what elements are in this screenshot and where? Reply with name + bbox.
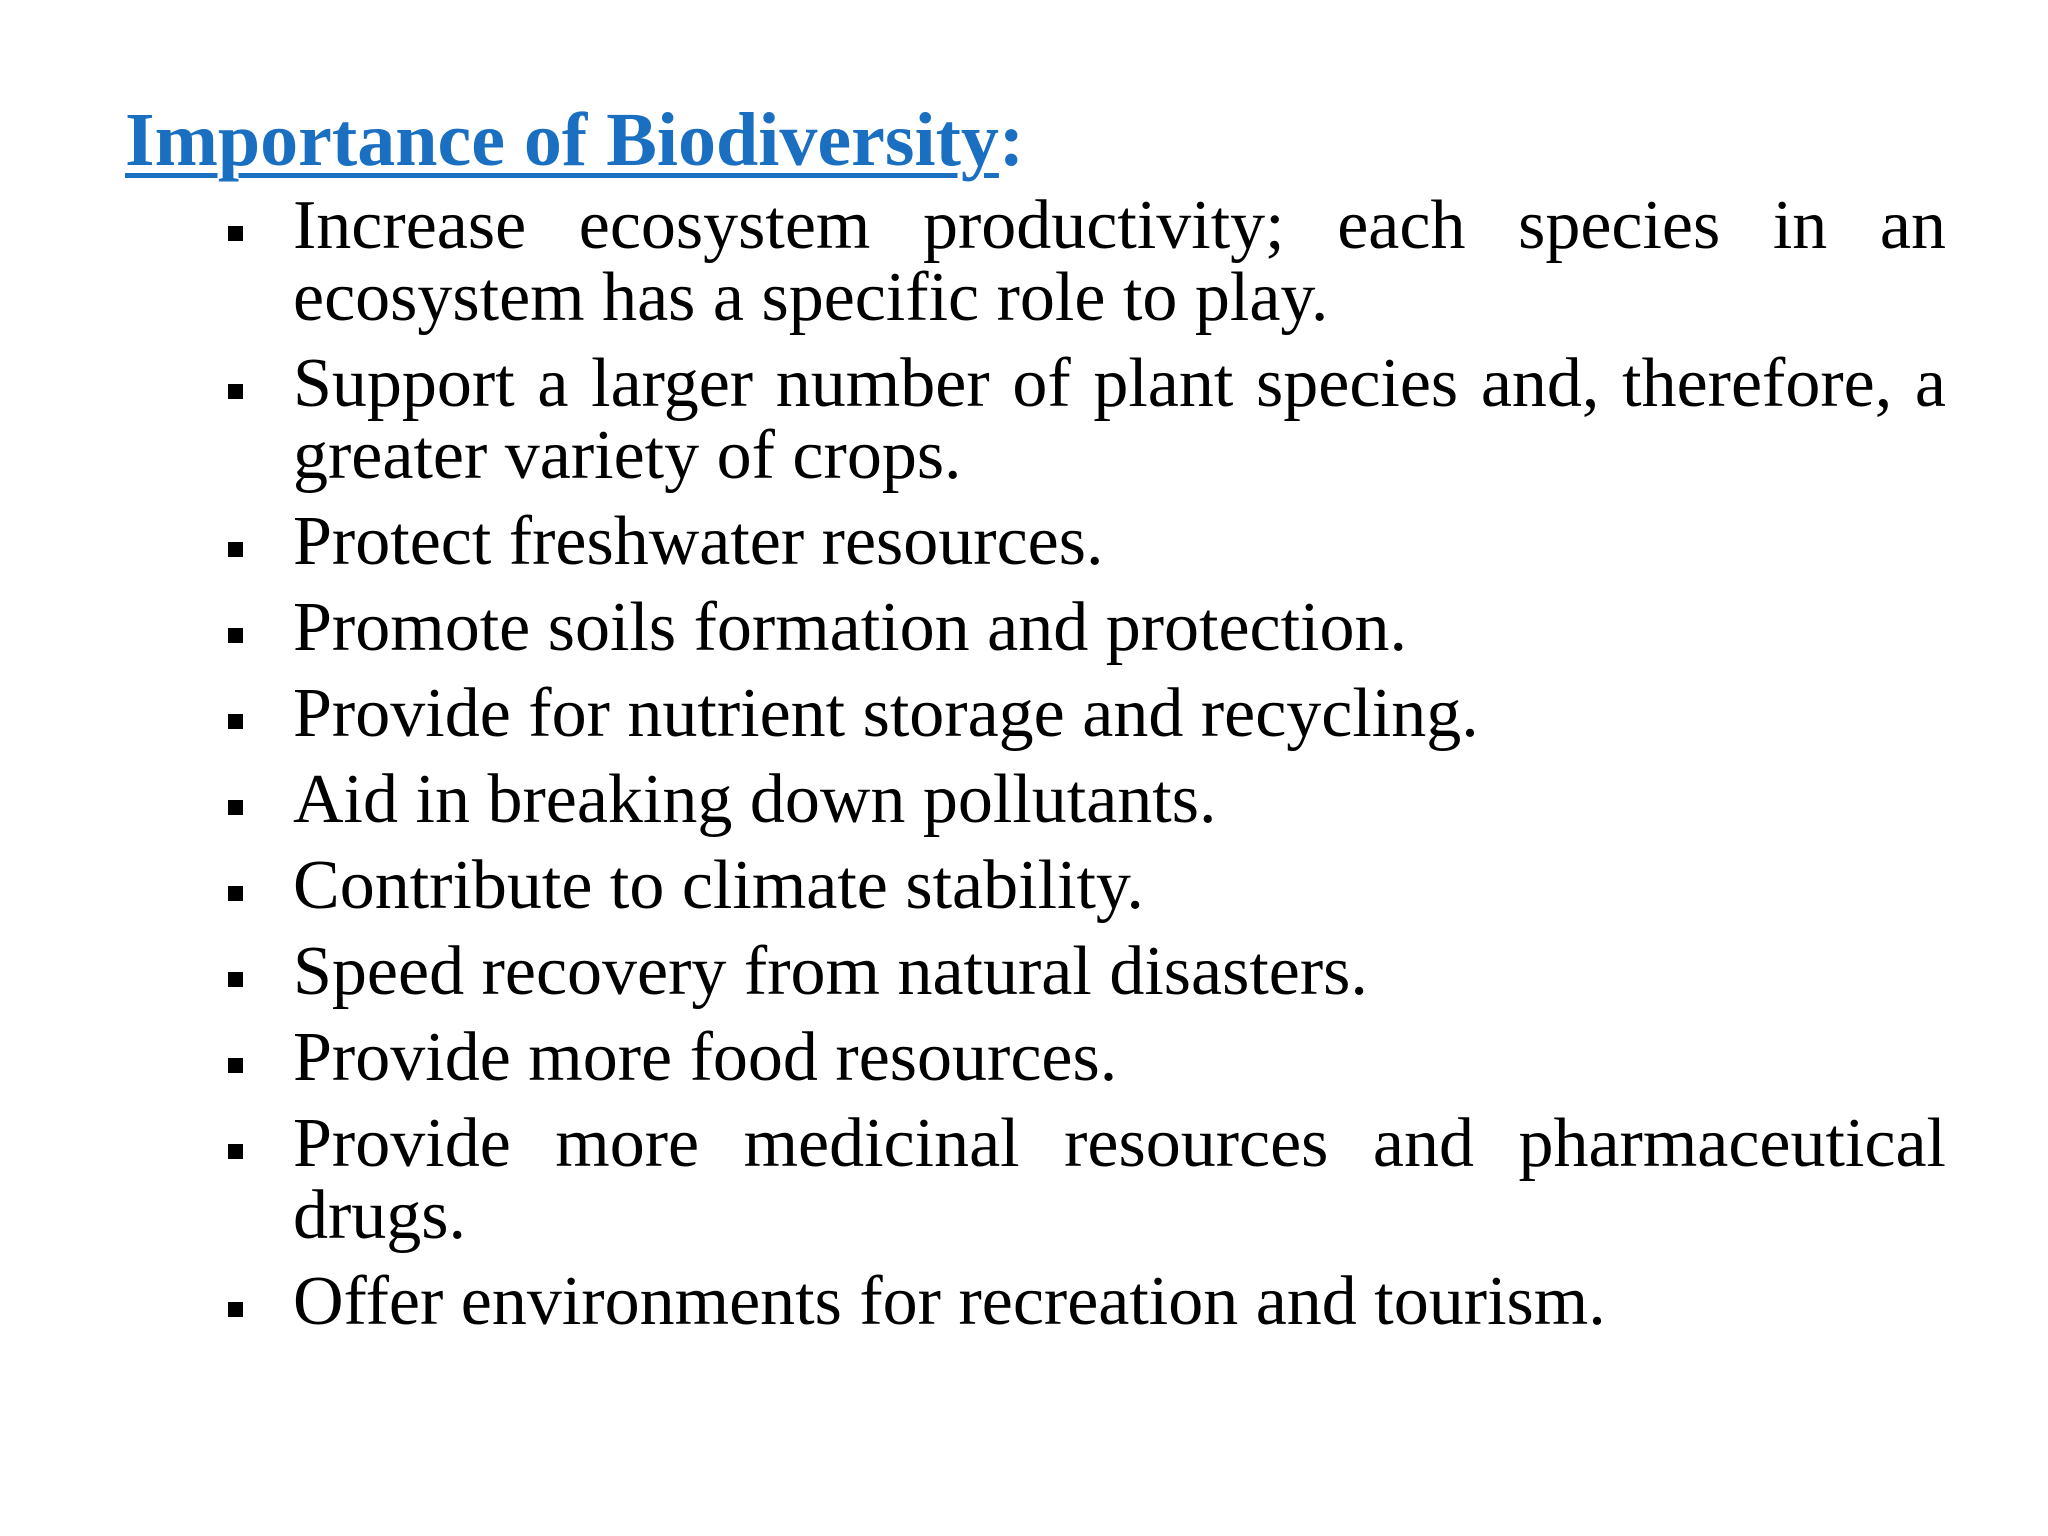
- square-bullet-icon: [228, 628, 243, 643]
- square-bullet-icon: [228, 1144, 243, 1159]
- bullet-item-disasters: [228, 933, 1946, 1010]
- bullet-text: Protect freshwater resources.: [293, 503, 1104, 580]
- bullet-item-climate: [228, 847, 1946, 924]
- square-bullet-icon: [228, 542, 243, 557]
- bullet-text: Offer environments for recreation and tourism.: [293, 1263, 1606, 1340]
- square-bullet-icon: [228, 1302, 243, 1317]
- bullet-list: [228, 187, 1946, 1352]
- bullet-text: Increase ecosystem productivity; each species in an ecosystem has a specific role to play.: [293, 187, 1946, 336]
- square-bullet-icon: [228, 886, 243, 901]
- square-bullet-icon: [228, 1058, 243, 1073]
- bullet-text: Provide more medicinal resources and pharmaceutical drugs.: [293, 1105, 1946, 1254]
- bullet-item-medicinal: [228, 1105, 1946, 1254]
- slide-title-colon: :: [998, 98, 1025, 182]
- bullet-item-soils: [228, 589, 1946, 666]
- bullet-item-recreation: [228, 1263, 1946, 1340]
- bullet-text: Promote soils formation and protection.: [293, 589, 1407, 666]
- square-bullet-icon: [228, 800, 243, 815]
- slide-title: [125, 92, 1024, 188]
- bullet-text: Contribute to climate stability.: [293, 847, 1144, 924]
- bullet-item-freshwater: [228, 503, 1946, 580]
- square-bullet-icon: [228, 384, 243, 399]
- bullet-text: Support a larger number of plant species and, therefore, a greater variety of crops.: [293, 345, 1946, 494]
- bullet-text: Provide for nutrient storage and recycling.: [293, 675, 1479, 752]
- square-bullet-icon: [228, 226, 243, 241]
- slide-title-text: Importance of Biodiversity: [125, 98, 999, 182]
- bullet-text: Aid in breaking down pollutants.: [293, 761, 1217, 838]
- bullet-item-ecosystem-productivity: [228, 187, 1946, 336]
- square-bullet-icon: [228, 972, 243, 987]
- bullet-item-plant-species: [228, 345, 1946, 494]
- bullet-item-pollutants: [228, 761, 1946, 838]
- bullet-text: Speed recovery from natural disasters.: [293, 933, 1368, 1010]
- bullet-text: Provide more food resources.: [293, 1019, 1118, 1096]
- bullet-item-nutrients: [228, 675, 1946, 752]
- bullet-item-food: [228, 1019, 1946, 1096]
- square-bullet-icon: [228, 714, 243, 729]
